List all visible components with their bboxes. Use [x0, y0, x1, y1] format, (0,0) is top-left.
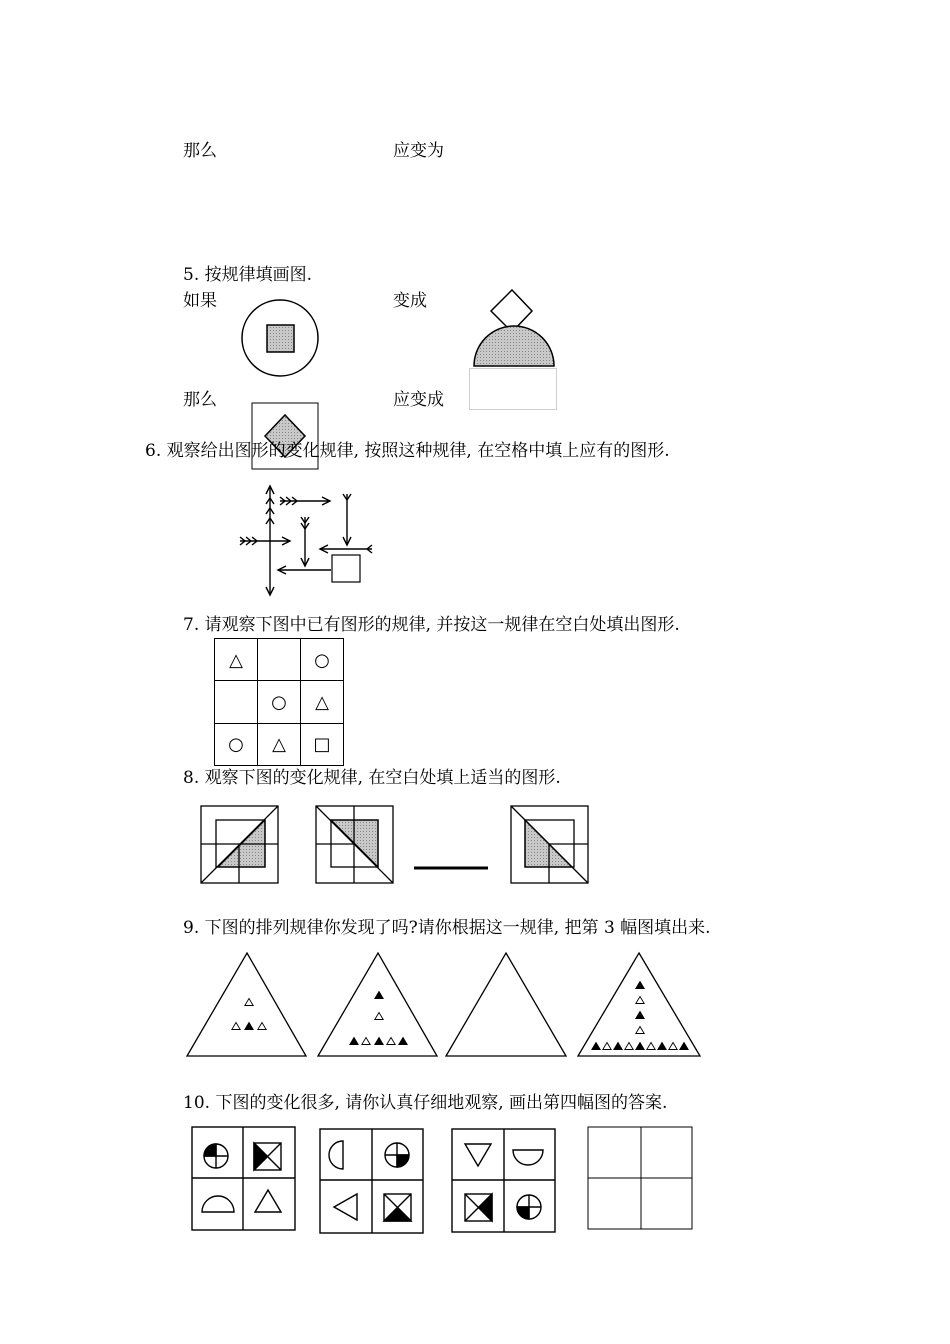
q4-then-label: 那么 — [183, 141, 217, 161]
q10-p2-semicircle — [329, 1141, 343, 1169]
q10-p2-triangle — [334, 1194, 357, 1220]
q10-p3-crossed-square — [465, 1194, 492, 1221]
q7-cell-2-0: ○ — [228, 734, 244, 755]
q10-p2-crossed-square — [384, 1194, 411, 1221]
q7-title: 7. 请观察下图中已有图形的规律, 并按这一规律在空白处填出图形. — [183, 615, 680, 635]
q10-p3-triangle — [465, 1144, 491, 1166]
q10-panel-3 — [452, 1129, 555, 1232]
q10-panel-1 — [192, 1127, 295, 1230]
q10-p3-semicircle — [513, 1150, 543, 1165]
q7-cell-0-0: △ — [229, 650, 243, 671]
q10-p1-triangle — [255, 1190, 281, 1212]
q10-p1-semicircle — [202, 1196, 234, 1212]
q10-p2-quartered-circle — [385, 1143, 409, 1167]
q8-title: 8. 观察下图的变化规律, 在空白处填上适当的图形. — [183, 768, 561, 788]
q5-title: 5. 按规律填画图. — [183, 265, 313, 285]
q7-cell-2-1: △ — [272, 734, 286, 755]
q5-if-label: 如果 — [183, 291, 217, 311]
q5-should-label: 应变成 — [393, 390, 444, 410]
q7-cell-2-2: □ — [313, 734, 331, 755]
q4-should-label: 应变为 — [393, 141, 444, 161]
q9-title: 9. 下图的排列规律你发现了吗?请你根据这一规律, 把第 3 幅图填出来. — [183, 918, 711, 938]
q7-cell-1-2: △ — [315, 692, 329, 713]
q10-panel-2 — [320, 1129, 423, 1233]
q6-title: 6. 观察给出图形的变化规律, 按照这种规律, 在空格中填上应有的图形. — [145, 441, 670, 461]
q10-p1-crossed-square — [254, 1143, 281, 1170]
q10-p1-quartered-circle — [204, 1144, 228, 1168]
q5-then-label: 那么 — [183, 390, 217, 410]
q10-title: 10. 下图的变化很多, 请你认真仔细地观察, 画出第四幅图的答案. — [183, 1093, 668, 1113]
q7-cell-0-2: ○ — [314, 650, 330, 671]
q10-p3-quartered-circle — [517, 1195, 541, 1219]
q7-cell-1-1: ○ — [271, 692, 287, 713]
q10-panel-4-blank[interactable] — [588, 1127, 692, 1229]
q5-becomes-label: 变成 — [393, 291, 427, 311]
